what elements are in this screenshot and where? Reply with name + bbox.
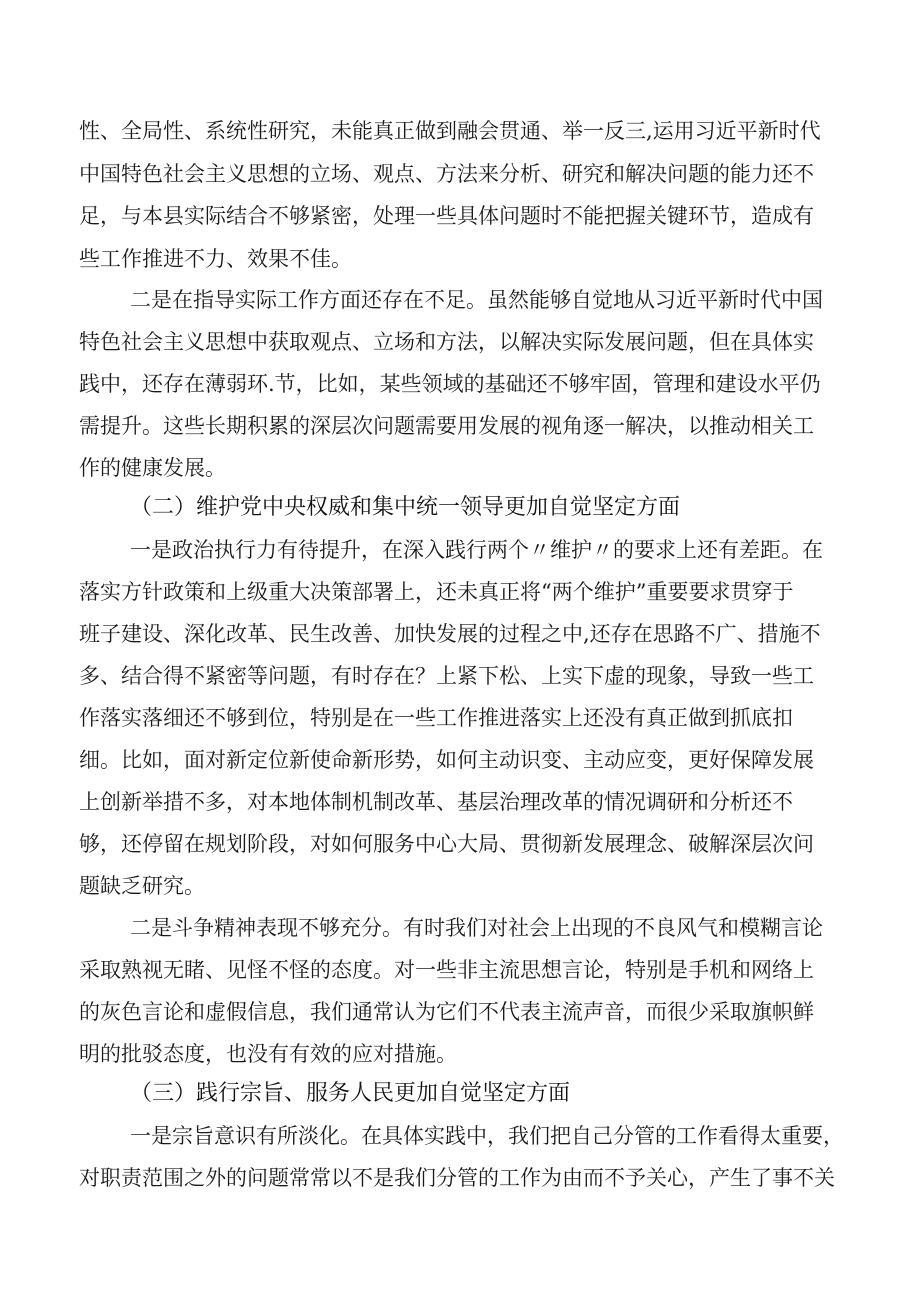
paragraph-2-line-2: 特色社会主义思想中获取观点、立场和方法，以解决实际发展问题，但在具体实 bbox=[79, 330, 814, 354]
section-heading-2: （二）维护党中央权威和集中统一领导更加自觉坚定方面 bbox=[130, 495, 681, 520]
paragraph-3-line-2: 落实方针政策和上级重大决策部署上，还未真正将“两个维护”重要要求贯穿于 bbox=[79, 580, 794, 604]
paragraph-3-line-5: 作落实落细还不够到位，特别是在一些工作推进落实上还没有真正做到抓底扣 bbox=[79, 706, 793, 730]
paragraph-4-line-4: 明的批驳态度，也没有有效的应对措施。 bbox=[79, 1042, 457, 1066]
paragraph-1-line-2: 中国特色社会主义思想的立场、观点、方法来分析、研究和解决问题的能力还不 bbox=[79, 162, 814, 186]
paragraph-4-line-2: 采取熟视无睹、见怪不怪的态度。对一些非主流思想言论，特别是手机和网络上 bbox=[79, 958, 814, 982]
paragraph-3-line-1: 一是政治执行力有待提升，在深入践行两个〃维护〃的要求上还有差距。在 bbox=[130, 538, 823, 562]
paragraph-3-line-6: 细。比如，面对新定位新使命新形势，如何主动识变、主动应变，更好保障发展 bbox=[79, 748, 814, 772]
paragraph-2-line-1: 二是在指导实际工作方面还存在不足。虽然能够自觉地从习近平新时代中国 bbox=[130, 288, 823, 312]
paragraph-5-line-1: 一是宗旨意识有所淡化。在具体实践中，我们把自己分管的工作看得太重要， bbox=[130, 1124, 844, 1148]
paragraph-2-line-5: 作的健康发展。 bbox=[79, 456, 226, 480]
paragraph-2-line-3: 践中，还存在薄弱环.节，比如，某些领域的基础还不够牢固，管理和建设水平仍 bbox=[79, 372, 821, 396]
paragraph-1-line-4: 些工作推进不力、效果不佳。 bbox=[79, 247, 352, 271]
paragraph-3-line-8: 够，还停留在规划阶段，对如何服务中心大局、贯彻新发展理念、破解深层次问 bbox=[79, 832, 814, 856]
paragraph-1-line-3: 足，与本县实际结合不够紧密，处理一些具体问题时不能把握关键环节，造成有 bbox=[79, 204, 814, 228]
paragraph-4-line-3: 的灰色言论和虚假信息，我们通常认为它们不代表主流声音，而很少采取旗帜鲜 bbox=[79, 1000, 814, 1024]
paragraph-1-line-1: 性、全局性、系统性研究，未能真正做到融会贯通、举一反三,运用习近平新时代 bbox=[79, 119, 821, 143]
paragraph-2-line-4: 需提升。这些长期积累的深层次问题需要用发展的视角逐一解决，以推动相关工 bbox=[79, 414, 814, 438]
paragraph-5-line-2: 对职责范围之外的问题常常以不是我们分管的工作为由而不予关心，产生了事不关 bbox=[79, 1166, 835, 1190]
paragraph-3-line-7: 上创新举措不多，对本地体制机制改革、基层治理改革的情况调研和分析还不 bbox=[79, 790, 793, 814]
paragraph-4-line-1: 二是斗争精神表现不够充分。有时我们对社会上出现的不良风气和模糊言论 bbox=[130, 916, 823, 940]
section-heading-3: （三）践行宗旨、服务人民更加自觉坚定方面 bbox=[130, 1081, 571, 1106]
paragraph-3-line-4: 多、结合得不紧密等问题，有时存在？上紧下松、上实下虚的现象，导致一些工 bbox=[79, 664, 814, 688]
paragraph-3-line-3: 班子建设、深化改革、民生改善、加快发展的过程之中,还存在思路不广、措施不 bbox=[79, 622, 821, 646]
paragraph-3-line-9: 题缺乏研究。 bbox=[79, 874, 205, 898]
